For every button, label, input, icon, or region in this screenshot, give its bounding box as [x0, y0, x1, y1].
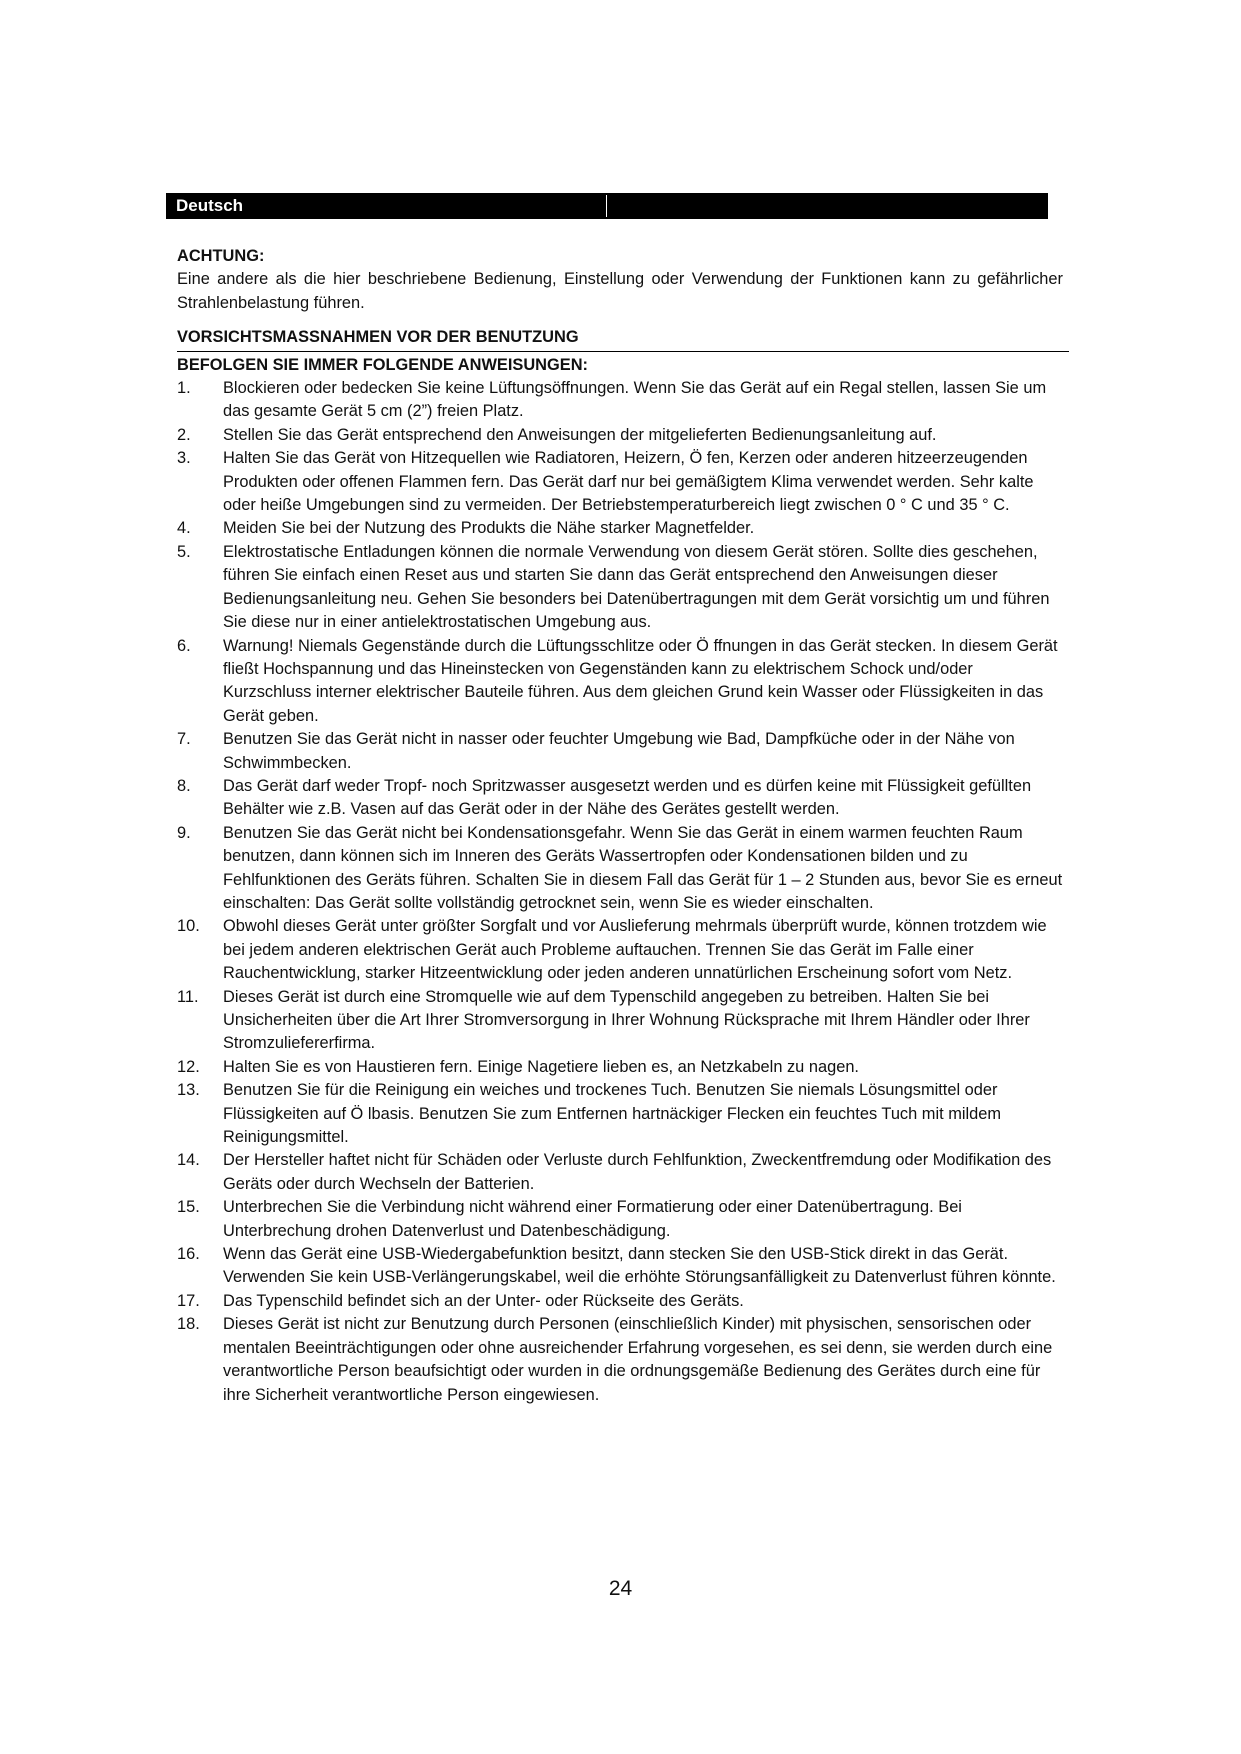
item-number: 16. — [177, 1245, 200, 1264]
item-number: 2. — [177, 425, 191, 444]
list-item — [177, 377, 1063, 424]
list-item — [177, 1290, 1063, 1313]
list-item — [177, 1243, 1063, 1290]
language-label: Deutsch — [176, 196, 244, 215]
item-number: 10. — [177, 917, 200, 936]
item-text: Dieses Gerät ist durch eine Stromquelle wie auf dem Typenschild angegeben zu betreiben. Halten Sie bei Unsicherheiten über die Art Ihrer Stromversorgung in Ihrer Wohnung Rücksprache mit Ihrem Händler oder Ihrer Stromzuliefererfirma. — [223, 987, 1030, 1053]
item-number: 6. — [177, 636, 191, 655]
item-text: Obwohl dieses Gerät unter größter Sorgfalt und vor Auslieferung mehrmals überprüft wurde, können trotzdem wie bei jedem anderen elektrischen Gerät auch Probleme auftauchen. Trennen Sie das Gerät im Falle einer Rauchentwicklung, starker Hitzeentwicklung oder jeden anderen unnatürlichen Erscheinung sofort vom Netz. — [223, 917, 1047, 983]
item-text: Blockieren oder bedecken Sie keine Lüftungsöffnungen. Wenn Sie das Gerät auf ein Regal stellen, lassen Sie um das gesamte Gerät 5 cm (2”) freien Platz. — [223, 379, 1047, 421]
item-number: 17. — [177, 1291, 200, 1310]
item-text: Unterbrechen Sie die Verbindung nicht während einer Formatierung oder einer Datenübertragung. Bei Unterbrechung drohen Datenverlust und Datenbeschädigung. — [223, 1198, 962, 1240]
item-text: Wenn das Gerät eine USB-Wiedergabefunktion besitzt, dann stecken Sie den USB-Stick direkt in das Gerät. Verwenden Sie kein USB-Verlängerungskabel, weil die erhöhte Störungsanfälligkeit zu Datenverlust führen könnte. — [223, 1245, 1056, 1287]
manual-content — [177, 245, 1063, 1407]
item-text: Der Hersteller haftet nicht für Schäden oder Verluste durch Fehlfunktion, Zweckentfremdung oder Modifikation des Geräts oder durch Wechseln der Batterien. — [223, 1151, 1052, 1193]
list-item — [177, 541, 1063, 635]
item-text: Halten Sie es von Haustieren fern. Einige Nagetiere lieben es, an Netzkabeln zu nagen. — [223, 1057, 859, 1076]
warning-title: ACHTUNG: — [177, 247, 265, 265]
item-number: 7. — [177, 730, 191, 749]
item-text: Warnung! Niemals Gegenstände durch die Lüftungsschlitze oder Ö ffnungen in das Gerät stecken. In diesem Gerät fließt Hochspannung und das Hineinstecken von Gegenständen kann zu elektrischem Schock und/oder Kurzschluss interner elektrischer Bauteile führen. Aus dem gleichen Grund kein Wasser oder Flüssigkeiten in das Gerät geben. — [223, 636, 1058, 725]
list-item — [177, 1079, 1063, 1149]
precautions-list — [177, 377, 1063, 1407]
precautions-heading: VORSICHTSMASSNAHMEN VOR DER BENUTZUNG — [177, 326, 1069, 351]
item-number: 4. — [177, 519, 191, 538]
item-number: 14. — [177, 1151, 200, 1170]
item-number: 5. — [177, 542, 191, 561]
page-number: 24 — [608, 1577, 633, 1600]
item-text: Elektrostatische Entladungen können die normale Verwendung von diesem Gerät stören. Sollte dies geschehen, führen Sie einfach einen Reset aus und starten Sie dann das Gerät entsprechend den Anweisungen dieser Bedienungsanleitung neu. Gehen Sie besonders bei Datenübertragungen mit dem Gerät vorsichtig um und führen Sie diese nur in einer antielektrostatischen Umgebung aus. — [223, 542, 1050, 632]
item-text: Das Gerät darf weder Tropf- noch Spritzwasser ausgesetzt werden und es dürfen keine mit Flüssigkeit gefüllten Behälter wie z.B. Vasen auf das Gerät oder in der Nähe des Gerätes gestellt werden. — [223, 776, 1032, 819]
list-item — [177, 1149, 1063, 1196]
list-item — [177, 1056, 1063, 1079]
list-item — [177, 775, 1063, 822]
item-text: Meiden Sie bei der Nutzung des Produkts die Nähe starker Magnetfelder. — [223, 519, 755, 538]
item-text: Dieses Gerät ist nicht zur Benutzung durch Personen (einschließlich Kinder) mit physischen, sensorischen oder mentalen Beeinträchtigungen oder ohne ausreichender Erfahrung vorgesehen, es sei denn, sie werden durch eine verantwortliche Person beaufsichtigt oder wurden in die ordnungsgemäße Bedienung des Gerätes durch eine für ihre Sicherheit verantwortliche Person eingewiesen. — [223, 1315, 1053, 1404]
item-text: Benutzen Sie das Gerät nicht bei Kondensationsgefahr. Wenn Sie das Gerät in einem warmen feuchten Raum benutzen, dann können sich im Inneren des Geräts Wassertropfen oder Kondensationen bilden und zu Fehlfunktionen des Geräts führen. Schalten Sie in diesem Fall das Gerät für 1 – 2 Stunden aus, bevor Sie es erneut einschalten: Das Gerät sollte vollständig getrocknet sein, wenn Sie es wieder einschalten. — [223, 823, 1063, 912]
item-number: 15. — [177, 1198, 200, 1217]
item-number: 12. — [177, 1057, 200, 1076]
list-item — [177, 517, 1063, 540]
language-header-bar — [166, 193, 1048, 219]
precautions-subheading: BEFOLGEN SIE IMMER FOLGENDE ANWEISUNGEN: — [177, 355, 588, 374]
item-number: 1. — [177, 379, 191, 398]
item-number: 8. — [177, 776, 191, 795]
item-text: Das Typenschild befindet sich an der Unter- oder Rückseite des Geräts. — [223, 1291, 744, 1310]
list-item — [177, 1313, 1063, 1407]
list-item — [177, 635, 1063, 729]
list-item — [177, 986, 1063, 1056]
list-item — [177, 447, 1063, 517]
item-text: Halten Sie das Gerät von Hitzequellen wie Radiatoren, Heizern, Ö fen, Kerzen oder anderen hitzeerzeugenden Produkten oder offenen Flammen fern. Das Gerät darf nur bei gemäßigtem Klima verwendet werden. Sehr kalte oder heiße Umgebungen sind zu vermeiden. Der Betriebstemperaturbereich liegt zwischen 0 ° C und 35 ° C. — [223, 449, 1034, 515]
item-number: 18. — [177, 1315, 200, 1334]
item-text: Stellen Sie das Gerät entsprechend den Anweisungen der mitgelieferten Bedienungsanleitung auf. — [223, 425, 937, 444]
item-number: 13. — [177, 1081, 200, 1100]
item-number: 11. — [177, 987, 199, 1006]
list-item — [177, 728, 1063, 775]
item-text: Benutzen Sie für die Reinigung ein weiches und trockenes Tuch. Benutzen Sie niemals Lösungsmittel oder Flüssigkeiten auf Ö lbasis. Benutzen Sie zum Entfernen hartnäckiger Flecken ein feuchtes Tuch mit mildem Reinigungsmittel. — [223, 1081, 1002, 1147]
list-item — [177, 1196, 1063, 1243]
list-item — [177, 822, 1063, 916]
item-number: 9. — [177, 823, 191, 842]
item-number: 3. — [177, 449, 191, 468]
header-divider — [606, 195, 607, 217]
list-item — [177, 424, 1063, 447]
item-text: Benutzen Sie das Gerät nicht in nasser oder feuchter Umgebung wie Bad, Dampfküche oder in der Nähe von Schwimmbecken. — [223, 730, 1015, 772]
warning-text: Eine andere als die hier beschriebene Bedienung, Einstellung oder Verwendung der Funktionen kann zu gefährlicher Strahlenbelastung führen. — [177, 270, 1063, 312]
list-item — [177, 915, 1063, 985]
